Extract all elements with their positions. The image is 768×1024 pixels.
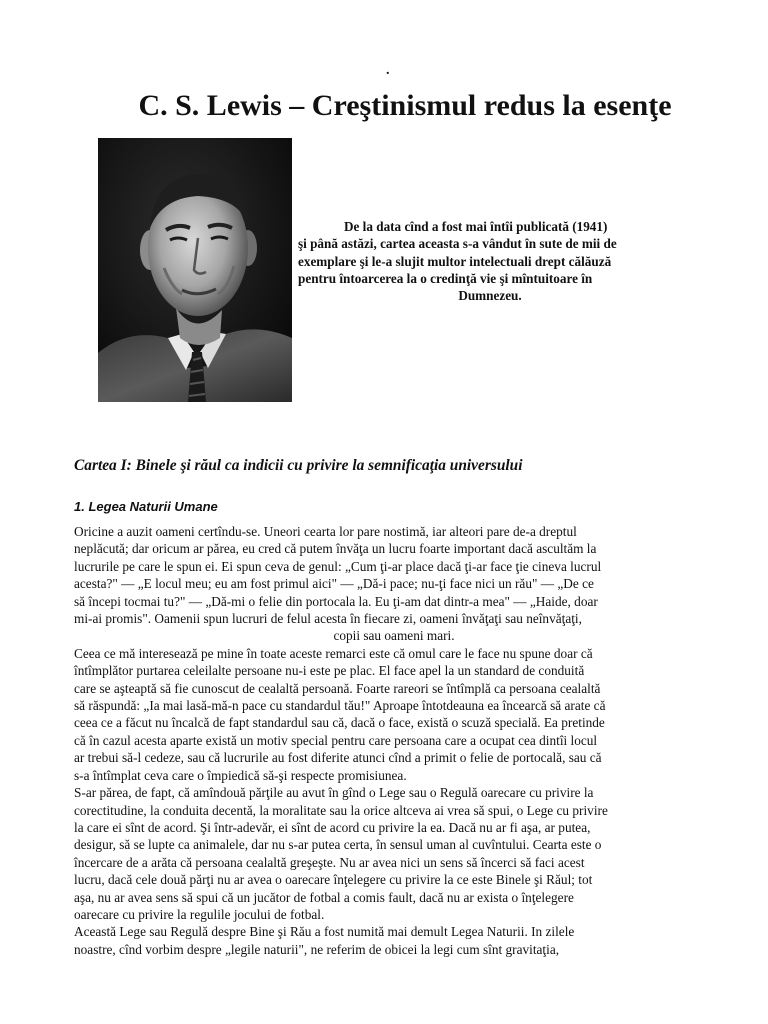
body-line: oarecare cu privire la regulile jocului de fotbal. xyxy=(74,906,325,922)
intro-blurb xyxy=(298,218,682,304)
body-line: noastre, cînd vorbim despre „legile naturii", ne referim de obicei la legi cum sînt gravitaţia, xyxy=(74,941,560,957)
body-line: copii sau oameni mari. xyxy=(333,628,455,644)
body-line: ceea ce a făcut nu încalcă de fapt standardul sau că, dacă o face, există o scuză specială. Ea pretinde xyxy=(74,715,605,731)
body-line: care se aşteaptă să fie cunoscut de cealaltă persoană. Foarte rareori se întîmplă ca persoana cealaltă xyxy=(74,680,601,696)
chapter-body xyxy=(74,523,714,958)
body-line: Ceea ce mă interesează pe mine în toate aceste remarci este că omul care le face nu spune doar că xyxy=(74,645,593,661)
body-line: să începi tocmai tu?" — „Dă-mi o felie din portocala la. Eu ţi-am dat dintr-a mea" — „Haide, doar xyxy=(74,593,598,609)
body-line: întîmplător purtarea celeilalte persoane nu-i este pe plac. El face apel la un standard de conduită xyxy=(74,663,585,679)
body-line: lucrurile pe care le spun ei. Ei spun ceva de genul: „Cum ţi-ar place dacă ţi-ar face ţie cineva lucrul xyxy=(74,558,602,574)
body-line: ar trebui să-l cedeze, sau că lucrurile au fost diferite atunci cînd a primit o felie de portocală, sau că xyxy=(74,750,602,766)
intro-line: De la data cînd a fost mai întîi publicată (1941) xyxy=(344,219,608,234)
body-line: să răspundă: „Ia mai lasă-mă-n pace cu standardul tău!" Aproape întotdeauna ea încearcă să arate că xyxy=(74,698,606,714)
intro-line: exemplare şi le-a slujit multor intelectuali drept călăuză xyxy=(298,253,612,269)
body-line: Oricine a auzit oameni certîndu-se. Uneori cearta lor pare nostimă, iar alteori pare de-a dreptul xyxy=(74,524,577,539)
body-line: S-ar părea, de fapt, că amîndouă părţile au avut în gînd o Lege sau o Regulă oarecare cu privire la xyxy=(74,785,594,801)
document-title: C. S. Lewis – Creştinismul redus la esenţe xyxy=(138,89,672,122)
author-portrait xyxy=(98,138,292,402)
body-line: aşa, nu ar avea sens să spui că un jucător de fotbal a comis fault, dacă nu ar exista o înţelegere xyxy=(74,889,574,905)
intro-line: pentru întoarcerea la o credinţă vie şi mîntuitoare în xyxy=(298,270,593,286)
chapter-heading: 1. Legea Naturii Umane xyxy=(74,499,218,514)
author-portrait-photo xyxy=(98,138,292,402)
body-line: desigur, să se lupte ca animalele, dar nu s-ar putea certa, în sensul uman al cuvîntului. Cearta este o xyxy=(74,837,602,853)
page-marker: . xyxy=(386,63,390,78)
body-line: s-a întîmplat ceva care o împiedică să-şi respecte promisiunea. xyxy=(74,767,407,783)
body-line: neplăcută; dar oricum ar părea, eu cred că putem învăţa un lucru foarte important dacă ascultăm la xyxy=(74,541,597,557)
body-line: Această Lege sau Regulă despre Bine şi Rău a fost numită mai demult Legea Naturii. In zilele xyxy=(74,924,575,940)
body-line: acesta?" — „E locul meu; eu am fost primul aici" — „Dă-i pace; nu-ţi face nici un rău" — „De ce xyxy=(74,576,594,592)
body-line: încercare de a arăta că persoana cealaltă greşeşte. Nu ar avea nici un sens să încerci să faci acest xyxy=(74,854,585,870)
book-heading: Cartea I: Binele şi răul ca indicii cu privire la semnificaţia universului xyxy=(74,457,523,474)
body-line: lucru, dacă cele două părţi nu ar avea o oarecare înţelegere cu privire la ce este Binele şi Răul; tot xyxy=(74,872,593,888)
body-line: mi-ai promis". Oamenii spun lucruri de felul acesta în fiecare zi, oameni învăţaţi sau neînvăţaţi, xyxy=(74,611,582,627)
body-line: corectitudine, la conduita decentă, la moralitate sau la orice altceva ai vrea să spui, o Lege cu privire xyxy=(74,802,608,818)
body-line: la care ei sînt de acord. Şi într-adevăr, ei sînt de acord cu privire la ea. Dacă nu ar fi aşa, ar putea, xyxy=(74,819,591,835)
body-line: că în cazul acesta aparte există un motiv special pentru care persoana care a ocupat cea dintîi locul xyxy=(74,732,598,748)
intro-line: şi până astăzi, cartea aceasta s-a vândut în sute de mii de xyxy=(298,236,617,252)
intro-line: Dumnezeu. xyxy=(458,288,522,304)
